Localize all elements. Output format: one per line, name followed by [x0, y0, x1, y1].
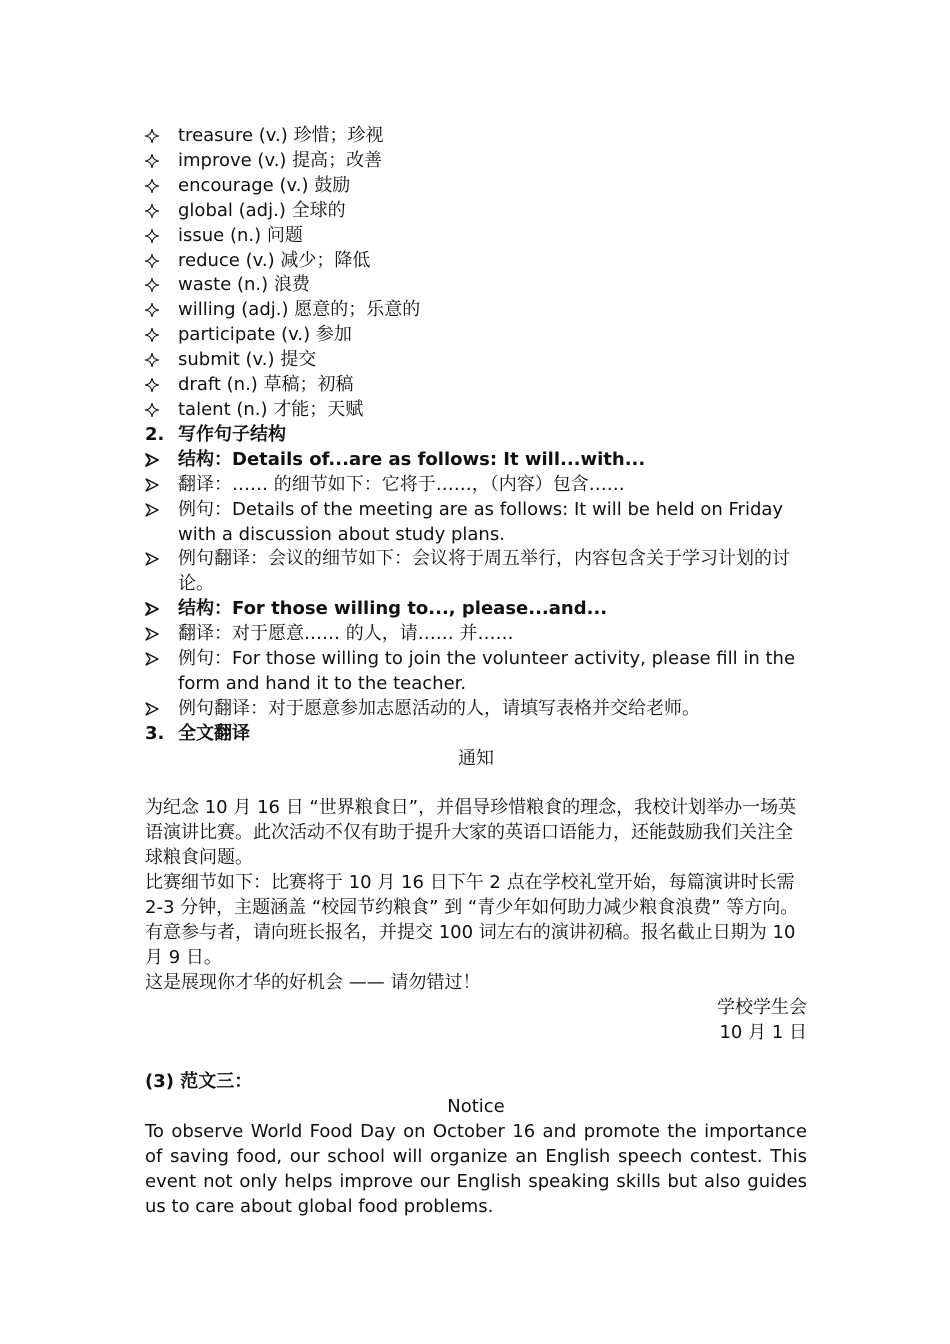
vocab-item — [145, 224, 807, 249]
blank-line — [145, 772, 807, 797]
vocab-text: reduce (v.) 减少；降低 — [178, 249, 371, 271]
vocab-item — [145, 199, 807, 224]
vocab-item — [145, 249, 807, 274]
sample-title: Notice — [447, 1096, 505, 1118]
structure-pattern — [145, 448, 807, 473]
structure-list — [145, 448, 807, 722]
vocab-text: issue (n.) 问题 — [178, 224, 303, 246]
vocab-text: draft (n.) 草稿；初稿 — [178, 374, 354, 396]
arrow-bullet-icon — [145, 647, 175, 672]
structure-text: 翻译：…… 的细节如下：它将于……，（内容）包含…… — [178, 473, 625, 495]
vocab-item — [145, 323, 807, 348]
section-heading-3 — [145, 722, 807, 747]
arrow-bullet-icon — [145, 498, 175, 523]
arrow-bullet-icon — [145, 473, 175, 498]
diamond-bullet-icon — [145, 249, 175, 274]
section-title: 全文翻译 — [178, 722, 250, 744]
arrow-bullet-icon — [145, 597, 175, 622]
structure-text: 例句翻译：对于愿意参加志愿活动的人，请填写表格并交给老师。 — [178, 697, 700, 719]
vocab-text: treasure (v.) 珍惜；珍视 — [178, 125, 384, 146]
diamond-bullet-icon — [145, 348, 175, 373]
vocab-text: waste (n.) 浪费 — [178, 274, 310, 296]
diamond-bullet-icon — [145, 124, 175, 149]
diamond-bullet-icon — [145, 224, 175, 249]
vocab-text: talent (n.) 才能；天赋 — [178, 398, 364, 420]
blank-line — [145, 1046, 807, 1071]
diamond-bullet-icon — [145, 373, 175, 398]
structure-detail — [145, 697, 807, 722]
section-heading-2 — [145, 423, 807, 448]
structure-text: 翻译：对于愿意…… 的人，请…… 并…… — [178, 623, 514, 645]
structure-text: 例句：For those willing to join the volunteer activity, please fill in the form and hand it to the teacher. — [178, 648, 796, 694]
diamond-bullet-icon — [145, 273, 175, 298]
vocab-text: encourage (v.) 鼓励 — [178, 174, 351, 196]
section-title: 写作句子结构 — [178, 423, 286, 445]
structure-text: 结构：For those willing to..., please...and... — [178, 598, 608, 620]
section-number: 3. — [145, 722, 165, 744]
diamond-bullet-icon — [145, 298, 175, 323]
structure-text: 例句翻译：会议的细节如下：会议将于周五举行，内容包含关于学习计划的讨论。 — [178, 548, 790, 595]
vocab-item — [145, 398, 807, 423]
translation-signature: 学校学生会 — [717, 996, 807, 1018]
vocab-text: participate (v.) 参加 — [178, 324, 352, 346]
structure-text: 结构：Details of...are as follows: It will...with... — [178, 448, 646, 470]
vocab-item — [145, 174, 807, 199]
vocab-text: willing (adj.) 愿意的；乐意的 — [178, 299, 421, 321]
vocab-item — [145, 298, 807, 323]
vocab-text: improve (v.) 提高；改善 — [178, 149, 383, 171]
structure-detail — [145, 647, 807, 697]
vocab-item — [145, 149, 807, 174]
vocab-item — [145, 273, 807, 298]
structure-detail — [145, 547, 807, 597]
vocab-text: global (adj.) 全球的 — [178, 199, 346, 221]
translation-paragraph-3: 这是展现你才华的好机会 —— 请勿错过！ — [145, 971, 481, 993]
translation-paragraph-2: 比赛细节如下：比赛将于 10 月 16 日下午 2 点在学校礼堂开始，每篇演讲时长需 2-3 分钟，主题涵盖 “校园节约粮食” 到 “青少年如何助力减少粮食浪费” 等方向。有意参与者，请向班长报名，并提交 100 词左右的演讲初稿。报名截止日期为 10 月 9 日。 — [145, 872, 799, 968]
arrow-bullet-icon — [145, 547, 175, 572]
diamond-bullet-icon — [145, 398, 175, 423]
vocab-item — [145, 124, 807, 149]
diamond-bullet-icon — [145, 323, 175, 348]
arrow-bullet-icon — [145, 697, 175, 722]
diamond-bullet-icon — [145, 149, 175, 174]
structure-detail — [145, 622, 807, 647]
translation-title: 通知 — [458, 747, 494, 769]
structure-detail — [145, 498, 807, 548]
arrow-bullet-icon — [145, 622, 175, 647]
diamond-bullet-icon — [145, 174, 175, 199]
structure-pattern — [145, 597, 807, 622]
vocab-text: submit (v.) 提交 — [178, 349, 317, 371]
structure-text: 例句：Details of the meeting are as follows: It will be held on Friday with a discussion about study plans. — [178, 498, 784, 545]
document-page — [145, 124, 807, 1220]
diamond-bullet-icon — [145, 199, 175, 224]
translation-paragraph-1: 为纪念 10 月 16 日 “世界粮食日”，并倡导珍惜粮食的理念，我校计划举办一场英语演讲比赛。此次活动不仅有助于提升大家的英语口语能力，还能鼓励我们关注全球粮食问题。 — [145, 797, 797, 869]
translation-date: 10 月 1 日 — [719, 1021, 807, 1043]
structure-detail — [145, 473, 807, 498]
section-number: 2. — [145, 423, 165, 445]
vocab-item — [145, 348, 807, 373]
vocabulary-list — [145, 124, 807, 423]
arrow-bullet-icon — [145, 448, 175, 473]
sample-label: (3) 范文三： — [145, 1071, 253, 1093]
vocab-item — [145, 373, 807, 398]
sample-body: To observe World Food Day on October 16 and promote the importance of saving food, our school will organize an English speech contest. This event not only helps improve our English speaking skills but also guides us to care about global food problems. — [145, 1121, 807, 1217]
